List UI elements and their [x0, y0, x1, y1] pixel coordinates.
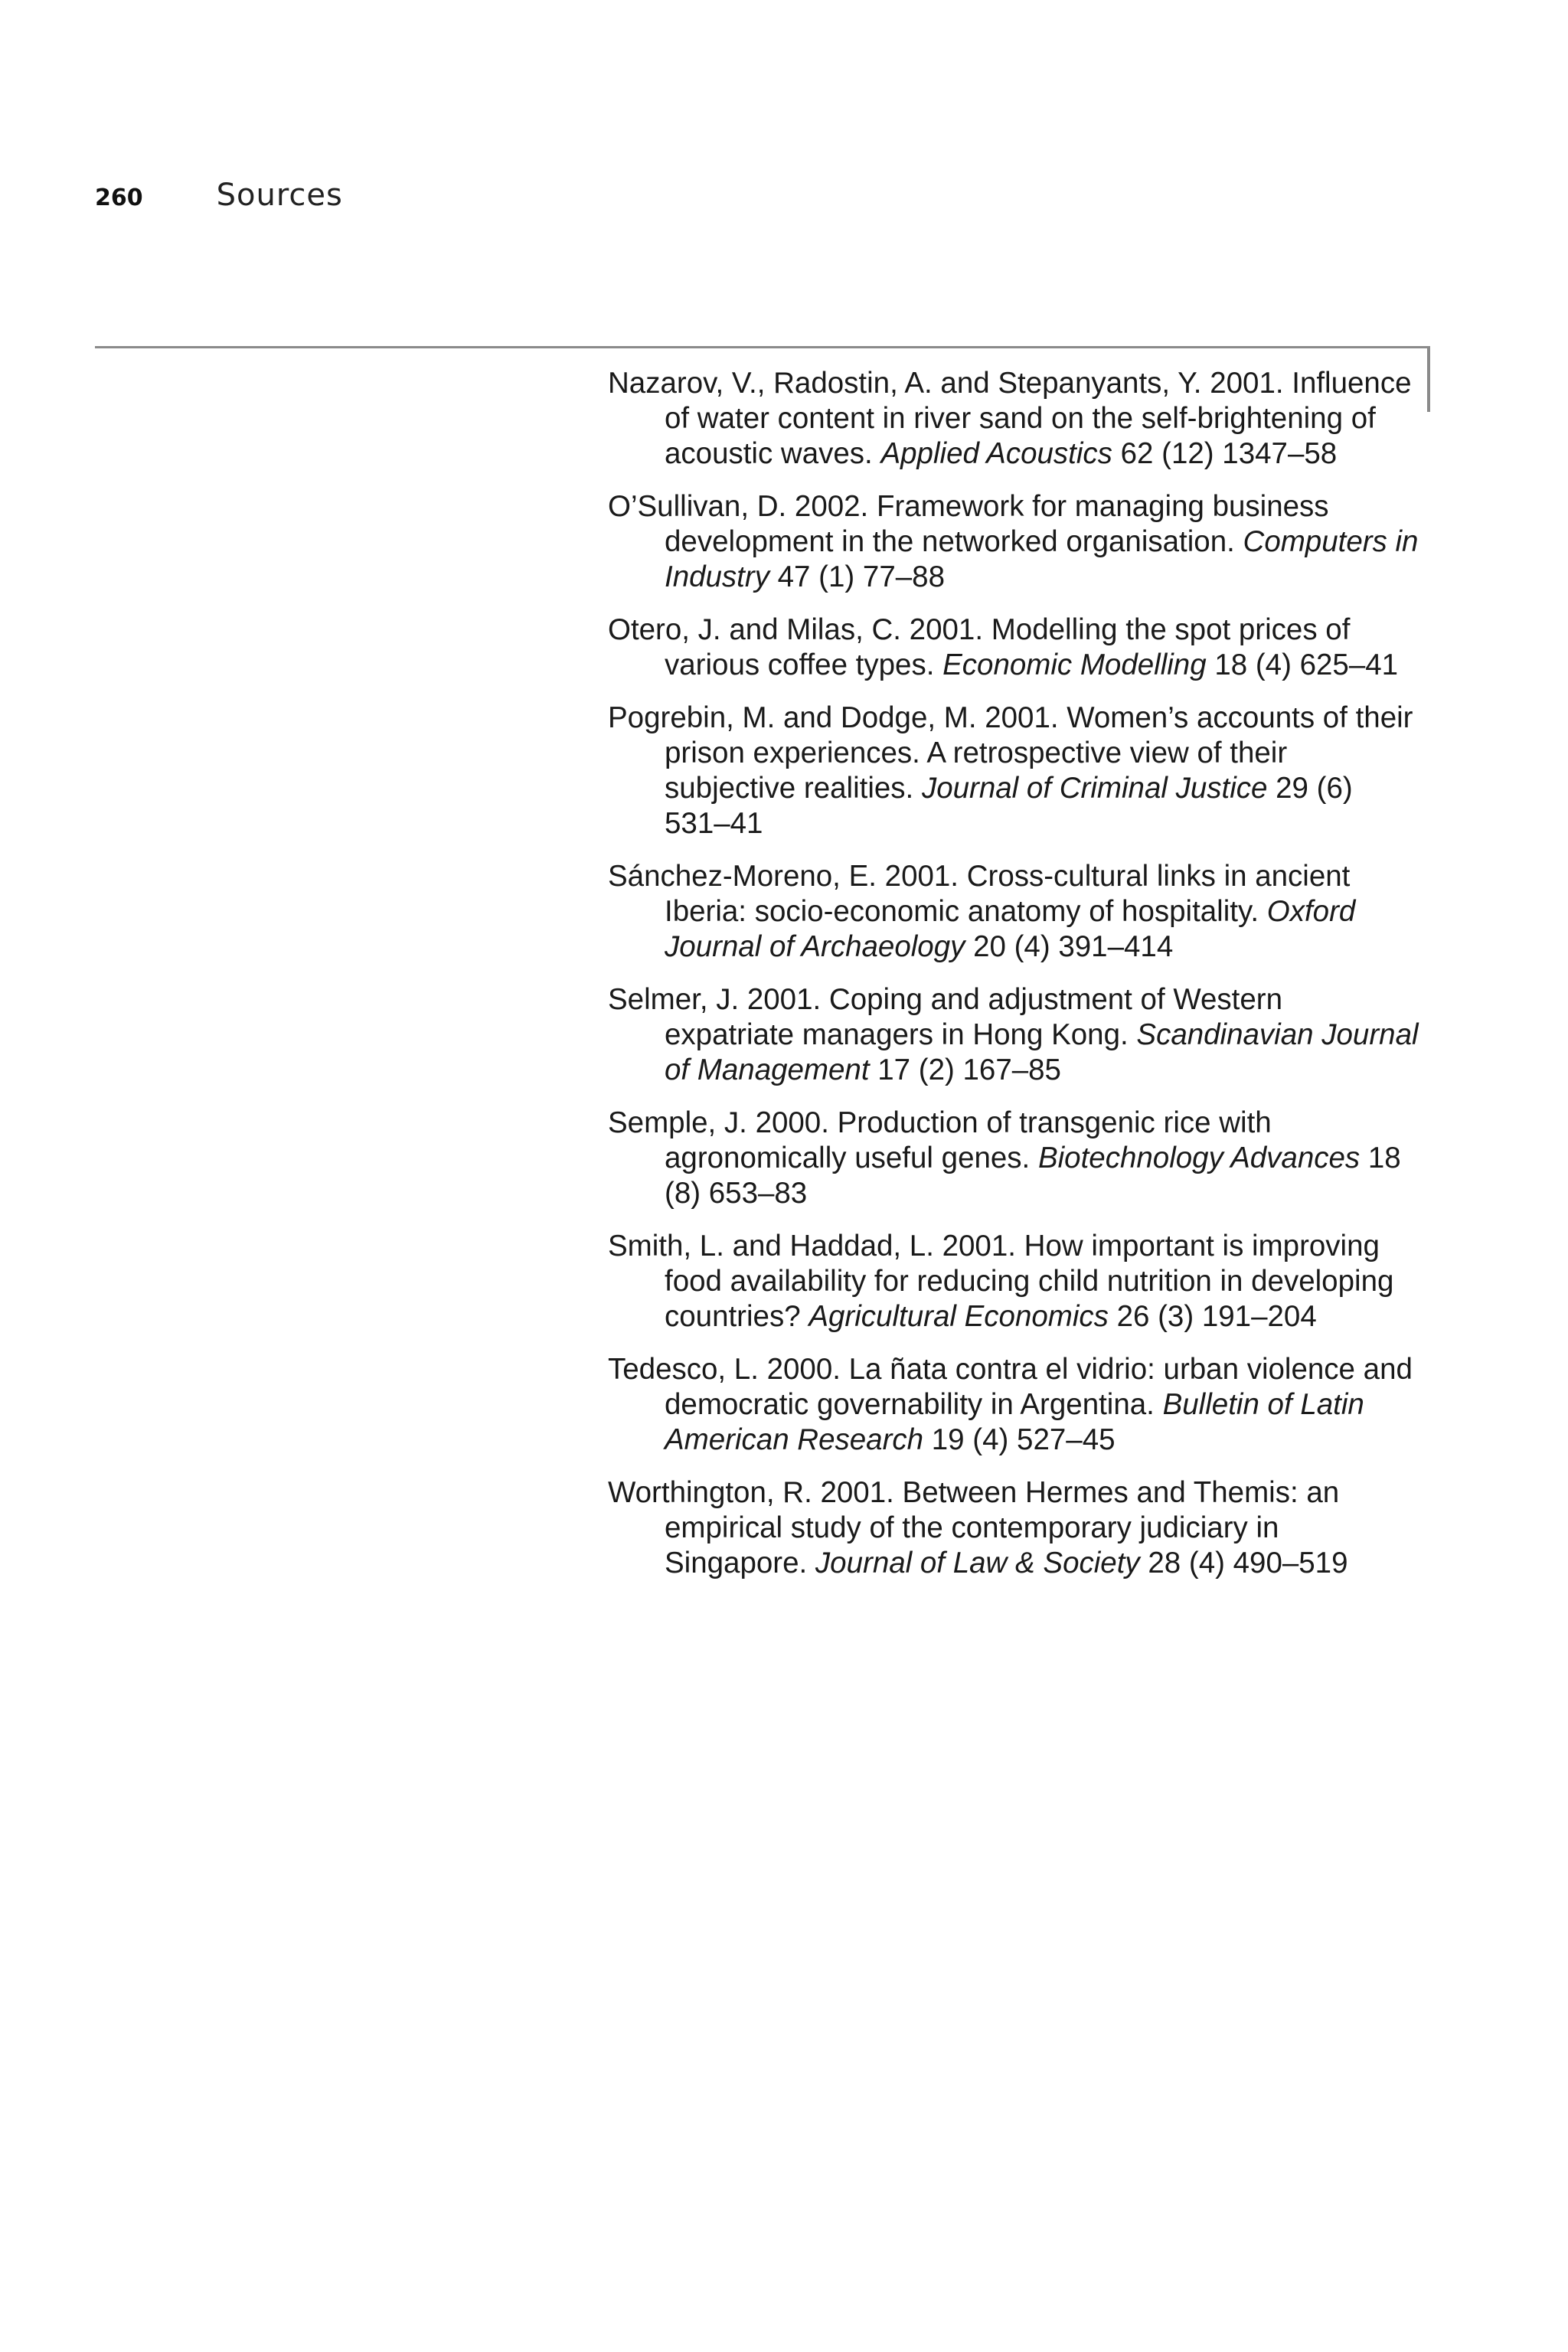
journal-title: Oxford Journal of Archaeology — [665, 895, 1356, 963]
journal-title: Journal of Law & Society — [815, 1547, 1140, 1579]
reference-entry — [608, 701, 1419, 841]
reference-entry — [608, 859, 1419, 965]
reference-details: 62 (12) 1347–58 — [1112, 437, 1338, 470]
reference-entry — [608, 366, 1419, 472]
reference-entry — [608, 489, 1419, 595]
journal-title: Computers in Industry — [665, 525, 1419, 593]
running-head — [95, 178, 343, 224]
reference-text: Semple, J. 2000. Production of transgenic rice with agronomically useful genes. — [608, 1106, 1272, 1174]
reference-entry — [608, 982, 1419, 1088]
running-title: Sources — [216, 178, 343, 213]
horizontal-rule — [95, 346, 1430, 348]
reference-details: 18 (4) 625–41 — [1206, 648, 1399, 681]
reference-text: Tedesco, L. 2000. La ñata contra el vidrio: urban violence and democratic governability in Argentina. — [608, 1353, 1413, 1421]
page-number: 260 — [95, 185, 143, 211]
journal-title: Applied Acoustics — [880, 437, 1112, 470]
journal-title: Bulletin of Latin American Research — [665, 1388, 1364, 1456]
reference-text: Otero, J. and Milas, C. 2001. Modelling the spot prices of various coffee types. — [608, 613, 1351, 681]
reference-details: 20 (4) 391–414 — [965, 930, 1174, 963]
reference-details: 19 (4) 527–45 — [923, 1423, 1116, 1456]
vertical-rule — [1427, 346, 1430, 412]
reference-details: 29 (6) 531–41 — [665, 772, 1353, 840]
reference-entry — [608, 1106, 1419, 1211]
reference-text: Nazarov, V., Radostin, A. and Stepanyants, Y. 2001. Influence of water content in river sand on the self-brightening of acoustic waves. — [608, 367, 1412, 470]
reference-details: 28 (4) 490–519 — [1139, 1547, 1348, 1579]
reference-details: 26 (3) 191–204 — [1108, 1300, 1317, 1333]
journal-title: Agricultural Economics — [808, 1300, 1109, 1333]
journal-title: Biotechnology Advances — [1037, 1142, 1361, 1174]
reference-entry — [608, 612, 1419, 683]
reference-text: O’Sullivan, D. 2002. Framework for managing business development in the networked organisation. — [608, 490, 1329, 558]
reference-text: Smith, L. and Haddad, L. 2001. How important is improving food availability for reducing child nutrition in developing countries? — [608, 1230, 1394, 1333]
reference-text: Sánchez-Moreno, E. 2001. Cross-cultural links in ancient Iberia: socio-economic anatomy of hospitality. — [608, 860, 1351, 928]
journal-title: Journal of Criminal Justice — [921, 772, 1268, 805]
reference-text: Pogrebin, M. and Dodge, M. 2001. Women’s accounts of their prison experiences. A retrospective view of their subjective realities. — [608, 701, 1413, 805]
journal-title: Economic Modelling — [942, 648, 1207, 681]
reference-text: Worthington, R. 2001. Between Hermes and Themis: an empirical study of the contemporary judiciary in Singapore. — [608, 1476, 1340, 1579]
reference-entry — [608, 1229, 1419, 1334]
reference-entry — [608, 1352, 1419, 1458]
reference-details: 17 (2) 167–85 — [869, 1054, 1061, 1086]
reference-text: Selmer, J. 2001. Coping and adjustment of Western expatriate managers in Hong Kong. — [608, 983, 1283, 1051]
reference-list — [608, 366, 1419, 1599]
reference-details: 47 (1) 77–88 — [769, 560, 945, 593]
reference-entry — [608, 1475, 1419, 1581]
reference-details: 18 (8) 653–83 — [665, 1142, 1401, 1210]
journal-title: Scandinavian Journal of Management — [665, 1018, 1419, 1086]
